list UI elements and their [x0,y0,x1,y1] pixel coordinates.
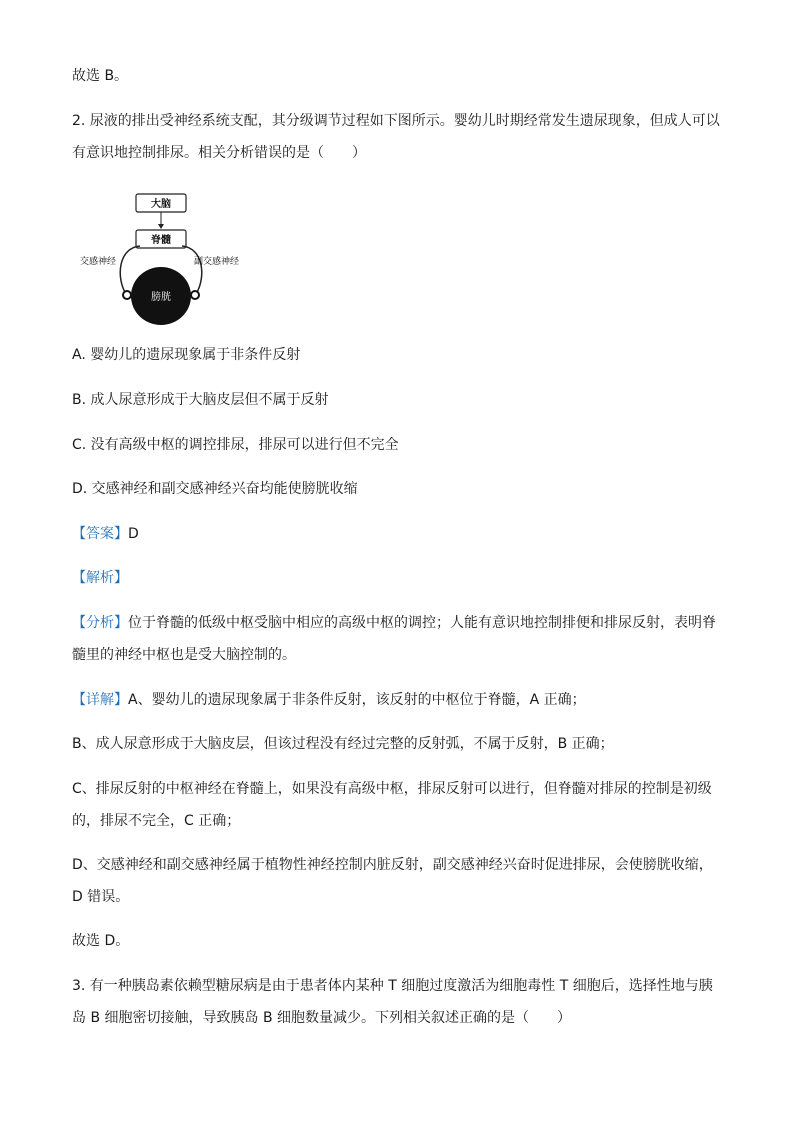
spinal-cord-label: 脊髓 [151,235,171,246]
question-3-stem-line1: 3. 有一种胰岛素依赖型糖尿病是由于患者体内某种 T 细胞过度激活为细胞毒性 T 细胞后，选择性地与胰 [72,978,713,994]
question-2-stem-line1: 2. 尿液的排出受神经系统支配，其分级调节过程如下图所示。婴幼儿时期经常发生遗尿现象，但成人可以 [72,113,720,129]
detail-line-d1: D、交感神经和副交感神经属于植物性神经控制内脏反射，副交感神经兴奋时促进排尿，会使膀胱收缩， [72,857,713,873]
right-nerve-ending-icon [191,291,199,299]
question-2-stem-line2: 有意识地控制排尿。相关分析错误的是（ ） [72,145,366,161]
detail-text-a: A、婴幼儿的遗尿现象属于非条件反射，该反射的中枢位于脊髓，A 正确； [128,692,586,708]
conclusion-line: 故选 D。 [72,933,130,949]
answer-value: D [128,526,139,542]
down-arrowhead [158,224,164,229]
detail-line-c2: 的，排尿不完全，C 正确； [72,813,241,829]
option-b: B. 成人尿意形成于大脑皮层但不属于反射 [72,392,329,408]
option-a: A. 婴幼儿的遗尿现象属于非条件反射 [72,347,301,363]
detail-line-a [72,693,732,707]
fenxi-line1 [72,616,732,630]
left-nerve-ending-icon [123,291,131,299]
option-d: D. 交感神经和副交感神经兴奋均能使膀胱收缩 [72,481,358,497]
question-3-stem-line2: 岛 B 细胞密切接触，导致胰岛 B 细胞数量减少。下列相关叙述正确的是（ ） [72,1010,572,1026]
sympathetic-nerve-label: 交感神经 [80,257,117,267]
bladder-label: 膀胱 [151,292,171,303]
analysis-heading: 【解析】 [72,570,128,586]
answer-tag: 【答案】 [72,526,128,542]
text-line: 故选 B。 [72,68,129,84]
detail-line-d2: D 错误。 [72,889,130,905]
option-c: C. 没有高级中枢的调控排尿，排尿可以进行但不完全 [72,437,399,453]
brain-label: 大脑 [151,199,171,210]
fenxi-text: 位于脊髓的低级中枢受脑中相应的高级中枢的调控；人能有意识地控制排便和排尿反射，表明脊 [128,615,716,631]
fenxi-line2: 髓里的神经中枢也是受大脑控制的。 [72,647,296,663]
detail-line-c1: C、排尿反射的中枢神经在脊髓上，如果没有高级中枢，排尿反射可以进行，但脊髓对排尿的控制是初级 [72,781,712,797]
parasympathetic-nerve-label: 副交感神经 [194,257,240,267]
detail-tag: 【详解】 [72,692,128,708]
answer-line [72,527,732,541]
urination-regulation-diagram [78,186,248,326]
detail-line-b: B、成人尿意形成于大脑皮层，但该过程没有经过完整的反射弧，不属于反射，B 正确； [72,736,614,752]
fenxi-tag: 【分析】 [72,615,128,631]
